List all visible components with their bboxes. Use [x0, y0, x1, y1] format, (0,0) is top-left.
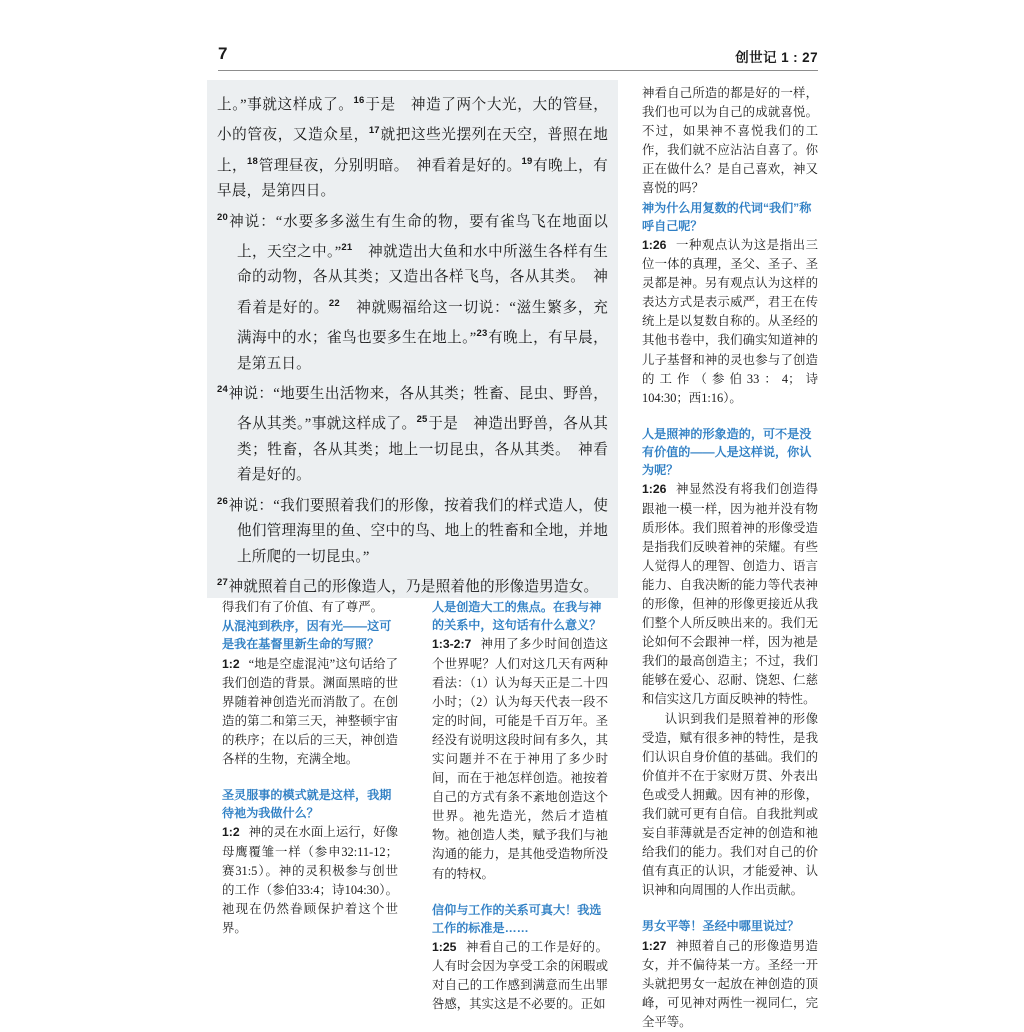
commentary-entry: [222, 617, 398, 769]
commentary-body: [432, 635, 608, 883]
commentary-heading: 人是照神的形象造的，可不是没有价值的——人是这样说，你认为呢？: [642, 426, 812, 478]
commentary-body: [222, 655, 398, 770]
commentary-body-text: 一种观点认为这是指出三位一体的真理，圣父、圣子、圣灵都是神。另有观点认为这样的表达方式是表示威严，君王在传统上是以复数自称的。从圣经的其他书卷中，我们确实知道神的儿子基督和神的灵也参与了创造的工作（参伯33：4；诗104:30；西1:16）。: [642, 237, 818, 405]
scripture-paragraph: [217, 489, 608, 570]
verse-text: 就把这些光摆列在天空，普照在地上，: [217, 127, 608, 174]
verse-number: 24: [217, 384, 228, 396]
commentary-entry: [642, 425, 818, 901]
commentary-body-text: 神用了多少时间创造这个世界呢？人们对这几天有两种看法：（1）认为每天正是二十四小时；（2）认为每天代表一段不定的时间，可能是千百万年。圣经没有说明这段时间有多久，其实问题并不在于神用了多少时间，而在于祂怎样创造。祂按着自己的方式有条不紊地创造这个世界。祂先造光，然后才造植物。祂创造人类，赋予我们与祂沟通的能力，是其他受造物所没有的特权。: [432, 637, 608, 881]
verse-number: 23: [476, 328, 488, 340]
commentary-continuation: 神看自己所造的都是好的一样，我们也可以为自己的成就喜悦。不过，如果神不喜悦我们的工作，我们就不应沾沾自喜了。你正在做什么？是自己喜欢，神又喜悦的吗？: [642, 86, 818, 196]
scripture-text: [207, 80, 618, 598]
commentary-column-right: [642, 84, 818, 1030]
commentary-body: [642, 236, 818, 408]
commentary-body: [432, 938, 608, 1014]
verse-text: 神就赐福给这一切说：“滋生繁多，充满海中的水；雀鸟也要多生在地上。”: [237, 299, 608, 347]
verse-number: 17: [368, 125, 380, 137]
scripture-paragraph: [217, 88, 608, 205]
commentary-entry: [432, 598, 608, 884]
running-reference: 创世记 1 : 27: [735, 50, 818, 65]
commentary-body-text: 神照着自己的形像造男造女，并不偏待某一方。圣经一开头就把男女一起放在神创造的顶峰，可见神对两性一视同仁，完全平等。: [642, 938, 818, 1030]
commentary-entries-bottom-left: [222, 617, 398, 938]
commentary-verse-ref: 1:26: [642, 237, 667, 252]
commentary-heading: 信仰与工作的关系可真大！我选工作的标准是……: [432, 902, 602, 935]
commentary-heading: 男女平等！圣经中哪里说过？: [642, 919, 800, 934]
verse-text: 神就造出大鱼和水中所滋生各样有生命的动物，各从其类；又造出各样飞鸟，各从其类。 神看着是好的。: [237, 243, 608, 316]
verse-number: 22: [328, 297, 340, 309]
commentary-entries-bottom-middle: [432, 598, 608, 1014]
commentary-entry: [642, 199, 818, 408]
commentary-column-bottom-left: [222, 598, 398, 1018]
scripture-paragraph: [217, 205, 608, 377]
verse-text: 神说：“水要多多滋生有生命的物，要有雀鸟飞在地面以上，天空之中。”: [228, 213, 608, 260]
commentary-body-text: “地是空虚混沌”这句话给了我们创造的背景。渊面黑暗的世界随着神创造光而消散了。在创造的第二和第三天，神整顿宇宙的秩序；在以后的三天，神创造各样的生物，充满全地。: [222, 656, 398, 766]
verse-number: 16: [353, 95, 365, 106]
commentary-verse-ref: 1:27: [642, 938, 667, 953]
commentary-entries-right: [642, 199, 818, 1032]
commentary-body: [642, 480, 818, 709]
scripture-panel: [207, 80, 618, 598]
commentary-continuation: 得我们有了价值、有了尊严。: [222, 600, 384, 614]
scripture-paragraph: [217, 377, 608, 489]
header-divider: [218, 70, 818, 71]
commentary-entry: [222, 786, 398, 938]
verse-number: 27: [217, 577, 228, 589]
commentary-body: [642, 937, 818, 1032]
verse-text: 有晚上，有早晨，是第四日。: [217, 157, 608, 200]
verse-number: 21: [341, 241, 353, 253]
commentary-heading: 从混沌到秩序，因有光——这可是我在基督里新生命的写照？: [222, 619, 392, 652]
verse-number: 26: [217, 495, 228, 507]
commentary-verse-ref: 1:3-2:7: [432, 637, 472, 652]
page-number: 7: [218, 44, 228, 63]
verse-text: 神说：“我们要照着我们的形像，按着我们的样式造人，使他们管理海里的鱼、空中的鸟、地上的牲畜和全地，并地上所爬的一切昆虫。”: [228, 497, 608, 565]
verse-text: 管理昼夜，分别明暗。 神看着是好的。: [258, 157, 522, 174]
scripture-paragraph: [217, 570, 608, 600]
commentary-entry: [642, 917, 818, 1032]
verse-text: 有晚上，有早晨，是第五日。: [237, 330, 608, 372]
commentary-body-text: 认识到我们是照着神的形像受造，赋有很多神的特性，是我们认识自身价值的基础。我们的价值并不在于家财万贯、外表出色或受人拥戴。因有神的形像，我们就可更有自信。自我批判或妄自菲薄就是否定神的创造和祂给我们的能力。我们对自己的价值有真正的认识，才能爱神、认识神和向周围的人作出贡献。: [642, 711, 818, 898]
commentary-verse-ref: 1:2: [222, 825, 240, 840]
running-head: [218, 44, 818, 70]
commentary-body: [642, 710, 818, 901]
verse-text: 神说：“地要生出活物来，各从其类；牲畜、昆虫、野兽，各从其类。”事就这样成了。: [228, 385, 608, 433]
verse-text: 于是 神造了两个大光，大的管昼，小的管夜，又造众星，: [217, 96, 608, 144]
commentary-heading: 人是创造大工的焦点。在我与神的关系中，这句话有什么意义？: [432, 600, 602, 633]
commentary-heading: 圣灵服事的模式就是这样，我期待祂为我做什么？: [222, 788, 392, 821]
verse-number: 19: [521, 155, 533, 167]
commentary-verse-ref: 1:25: [432, 940, 457, 955]
verse-text: 神就照着自己的形像造人，乃是照着他的形像造男造女。: [228, 578, 599, 595]
commentary-verse-ref: 1:2: [222, 656, 240, 671]
commentary-entry: [432, 901, 608, 1015]
commentary-body-text: 神看自己的工作是好的。人有时会因为享受工余的闲暇或对自己的工作感到满意而生出罪咎感，其实这是不必要的。正如: [432, 940, 608, 1012]
commentary-body-text: 神的灵在水面上运行，好像母鹰覆雏一样（参申32:11-12；赛31:5）。神的灵积极参与创世的工作（参伯33:4；诗104:30）。祂现在仍然眷顾保护着这个世界。: [222, 825, 398, 935]
verse-number: 20: [217, 211, 228, 223]
commentary-heading: 神为什么用复数的代词“我们”称呼自己呢？: [642, 200, 812, 233]
commentary-body: [222, 823, 398, 938]
verse-text: 于是 神造出野兽，各从其类；牲畜，各从其类；地上一切昆虫，各从其类。 神看着是好的。: [237, 416, 609, 484]
commentary-body-text: 神显然没有将我们创造得跟祂一模一样，因为祂并没有物质形体。我们照着神的形像受造是指我们反映着神的荣耀。有些人觉得人的理智、创造力、语言能力、自我决断的能力等代表神的形像，但神的形像更接近从我们整个人所反映出来的。我们无论如何不会跟神一样，因为祂是我们的最高创造主；不过，我们能够在爱心、忍耐、饶恕、仁慈和信实这几方面反映神的特性。: [642, 482, 818, 707]
verse-text: 上。”事就这样成了。: [217, 96, 354, 113]
commentary-column-bottom-middle: [432, 598, 608, 1018]
verse-number: 25: [416, 414, 428, 426]
verse-number: 18: [247, 155, 258, 167]
commentary-verse-ref: 1:26: [642, 482, 667, 497]
